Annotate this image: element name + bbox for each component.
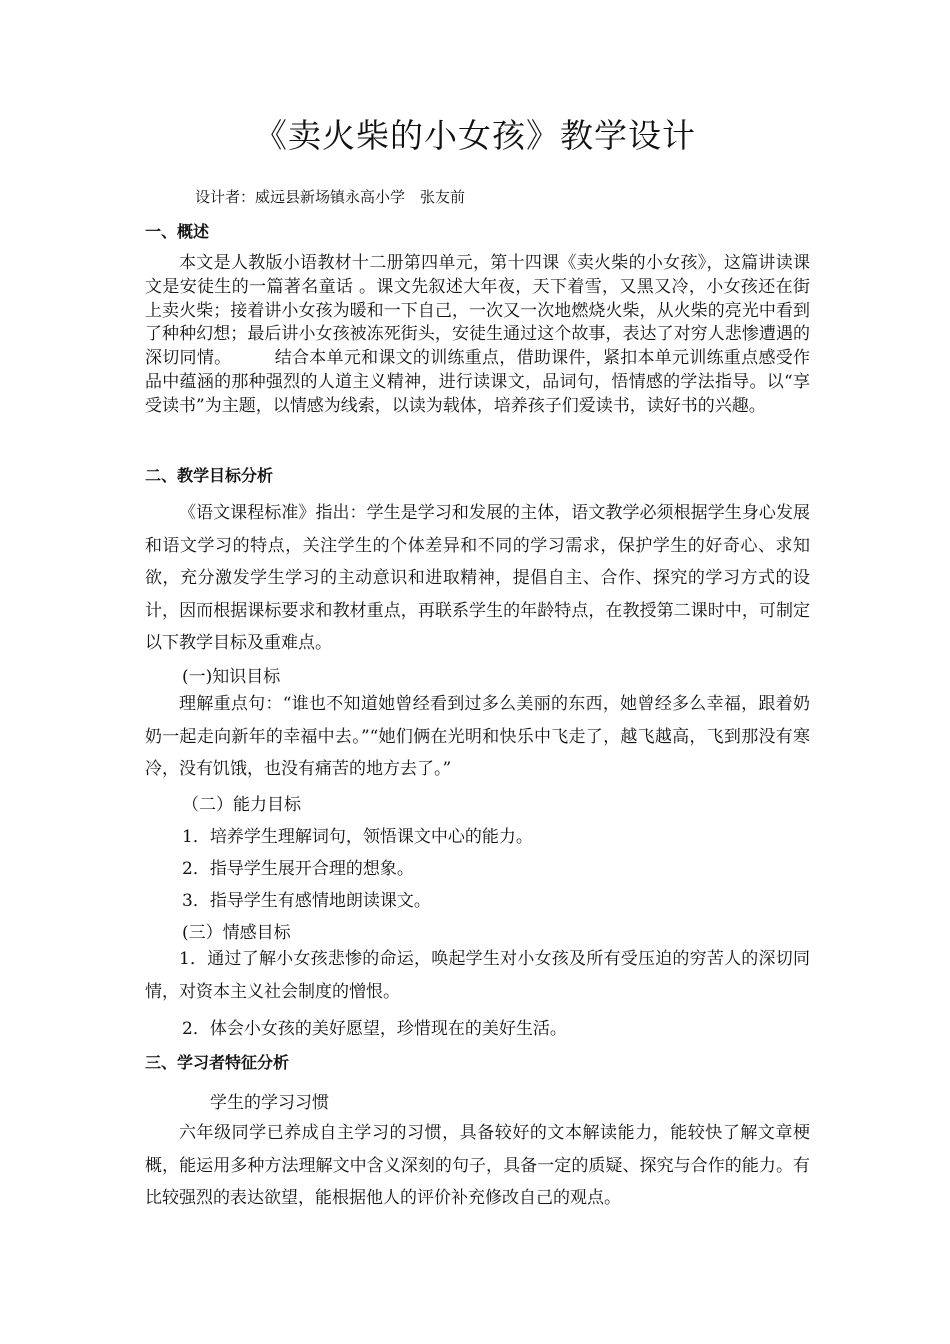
- ability-item-1: 1．培养学生理解词句，领悟课文中心的能力。: [182, 827, 533, 847]
- document-title: 《卖火柴的小女孩》教学设计: [254, 116, 696, 155]
- section-heading-overview: 一、概述: [145, 222, 210, 241]
- knowledge-goal-text: 理解重点句：“谁也不知道她曾经看到过多么美丽的东西，她曾经多么幸福，跟着奶奶一起走向新年的幸福中去。”“她们俩在光明和快乐中飞走了，越飞越高，飞到那没有寒冷，没有饥饿，也没有痛苦的地方去了。”: [145, 694, 810, 779]
- emotion-item-2: 2．体会小女孩的美好愿望，珍惜现在的美好生活。: [182, 1019, 567, 1039]
- ability-goal-heading: （二）能力目标: [182, 795, 301, 815]
- section-heading-learners: 三、学习者特征分析: [145, 1053, 290, 1072]
- emotion-goal-heading: (三）情感目标: [182, 923, 291, 943]
- ability-item-2: 2．指导学生展开合理的想象。: [182, 859, 414, 879]
- overview-paragraph: 本文是人教版小语教材十二册第四单元，第十四课《卖火柴的小女孩》，这篇讲读课文是安徒生的一篇著名童话 。课文先叙述大年夜，天下着雪，又黑又冷，小女孩还在街上卖火柴；接着讲小女孩为暖和一下自己，一次又一次地燃烧火柴，从火柴的亮光中看到了种种幻想；最后讲小女孩被冻死街头，安徒生通过这个故事，表达了对穷人悲惨遭遇的深切同情。 结合本单元和课文的训练重点，借助课件，紧扣本单元训练重点感受作品中蕴涵的那种强烈的人道主义精神，进行读课文，品词句，悟情感的学法指导。以“享受读书”为主题，以情感为线索，以读为载体，培养孩子们爱读书，读好书的兴趣。: [145, 253, 810, 416]
- learners-paragraph: 六年级同学已养成自主学习的习惯，具备较好的文本解读能力，能较快了解文章梗概，能运用多种方法理解文中含义深刻的句子，具备一定的质疑、探究与合作的能力。有比较强烈的表达欲望，能根据他人的评价补充修改自己的观点。: [145, 1123, 810, 1208]
- learning-habits-subheading: 学生的学习习惯: [210, 1093, 329, 1113]
- section-heading-goals: 二、教学目标分析: [145, 466, 274, 485]
- goals-intro-paragraph: 《语文课程标准》指出：学生是学习和发展的主体，语文教学必须根据学生身心发展和语文学习的特点，关注学生的个体差异和不同的学习需求，保护学生的好奇心、求知欲，充分激发学生学习的主动意识和进取精神，提倡自主、合作、探究的学习方式的设计，因而根据课标要求和教材重点，再联系学生的年龄特点，在教授第二课时中，可制定以下教学目标及重难点。: [145, 503, 810, 653]
- knowledge-goal-heading: (一)知识目标: [182, 667, 281, 687]
- emotion-item-1: 1．通过了解小女孩悲惨的命运，唤起学生对小女孩及所有受压迫的穷苦人的深切同情，对资本主义社会制度的憎恨。: [145, 949, 810, 1002]
- ability-item-3: 3．指导学生有感情地朗读课文。: [182, 891, 431, 911]
- author-line: 设计者：威远县新场镇永高小学 张友前: [195, 188, 466, 206]
